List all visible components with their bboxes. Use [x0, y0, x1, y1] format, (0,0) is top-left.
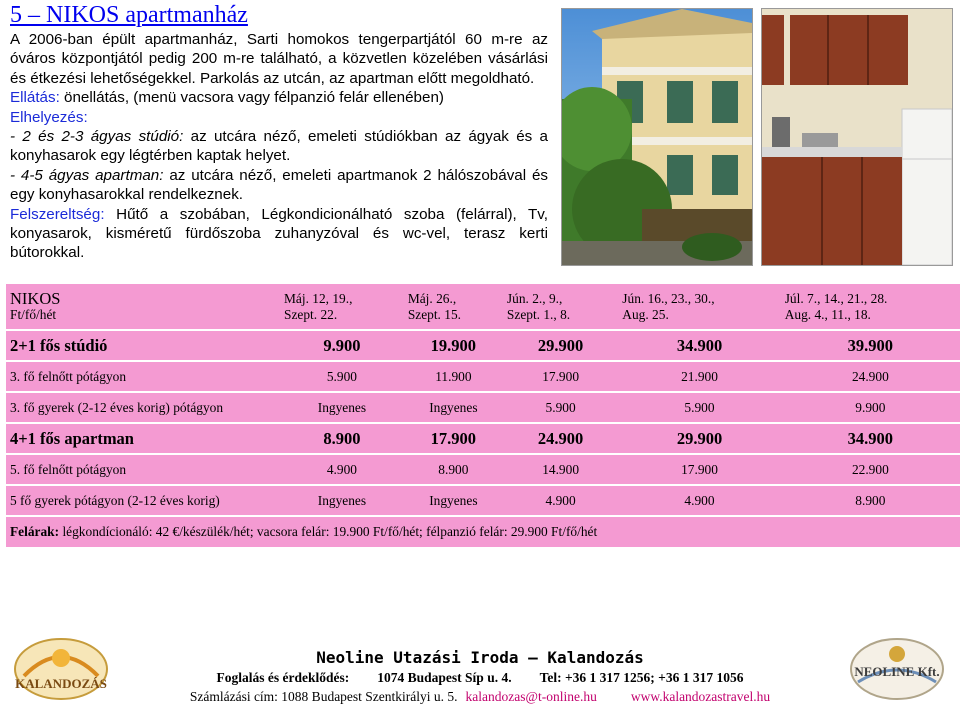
price-rows [6, 331, 960, 515]
ellatas-label: Ellátás: [10, 89, 60, 107]
price-cell: 24.900 [781, 362, 960, 391]
header-unit: Ft/fő/hét [10, 306, 57, 322]
apartment-line [10, 166, 548, 205]
period-line-2: Aug. 4., 11., 18. [784, 306, 871, 322]
price-cell: 5.900 [503, 393, 618, 422]
row-label: 3. fő felnőtt pótágyon [6, 362, 280, 391]
price-row [6, 455, 960, 484]
kitchen-photo [761, 8, 953, 266]
header-period [404, 284, 503, 329]
period-line-2: Aug. 25. [622, 306, 669, 322]
page-title: 5 – NIKOS apartmanház [10, 2, 248, 28]
billing-line [0, 689, 960, 705]
price-cell: 29.900 [618, 424, 780, 453]
period-line-2: Szept. 1., 8. [506, 306, 571, 322]
price-row [6, 486, 960, 515]
table-header-row [6, 284, 960, 329]
contact-line [0, 670, 960, 686]
price-cell: 4.900 [618, 486, 780, 515]
price-cell: Ingyenes [404, 393, 503, 422]
price-cell: Ingyenes [280, 486, 404, 515]
price-cell: 17.900 [618, 455, 780, 484]
price-cell: 21.900 [618, 362, 780, 391]
office-address: 1074 Budapest Síp u. 4. [377, 670, 512, 685]
price-cell: 9.900 [280, 331, 404, 360]
period-line-1: Máj. 12, 19., [284, 290, 353, 306]
surcharge-label: Felárak: [10, 524, 60, 539]
company-name: Neoline Utazási Iroda – Kalandozás [316, 648, 644, 667]
price-cell: 5.900 [280, 362, 404, 391]
intro-paragraph: A 2006-ban épült apartmanház, Sarti homokos tengerpartjától 60 m-re az óváros központjától pedig 200 m-re található, a közvetlen közelében vásárlási és étkezési lehetőségekkel. Parkolás az utcán, az apartman előtt megoldható. [10, 31, 548, 87]
price-cell: 8.900 [404, 455, 503, 484]
website-link[interactable]: www.kalandozastravel.hu [630, 689, 771, 704]
price-cell: 8.900 [280, 424, 404, 453]
studio-text: az utcára néző, emeleti stúdiókban az ágyak és a konyhasarok egy légtérben kaptak helyet. [10, 128, 548, 165]
ellatas-text: önellátás, (menü vacsora vagy félpanzió felár ellenében) [59, 89, 444, 107]
price-row [6, 393, 960, 422]
header-name: NIKOS [10, 288, 61, 308]
price-row [6, 362, 960, 391]
period-line-1: Júl. 7., 14., 21., 28. [784, 290, 888, 306]
left-logo-text: KALANDOZÁS [15, 676, 107, 691]
price-cell: 19.900 [404, 331, 503, 360]
price-cell: 8.900 [781, 486, 960, 515]
header-period [280, 284, 404, 329]
price-row [6, 424, 960, 453]
period-line-2: Szept. 15. [407, 306, 461, 322]
studio-label: - 2 és 2-3 ágyas stúdió: [10, 128, 184, 146]
price-cell: Ingyenes [404, 486, 503, 515]
period-line-1: Jún. 16., 23., 30., [622, 290, 715, 306]
price-cell: 14.900 [503, 455, 618, 484]
price-cell: 5.900 [618, 393, 780, 422]
right-logo-text: NEOLINE Kft. [854, 664, 940, 679]
apartment-label: - 4-5 ágyas apartman: [10, 166, 164, 184]
period-line-2: Szept. 22. [284, 306, 338, 322]
email-link[interactable]: kalandozas@t-online.hu [465, 689, 597, 704]
surcharge-cell [6, 517, 960, 547]
row-label: 5. fő felnőtt pótágyon [6, 455, 280, 484]
intro-text [10, 30, 548, 263]
price-cell: 24.900 [503, 424, 618, 453]
billing-address: Számlázási cím: 1088 Budapest Szentkirályi u. 5. [189, 689, 458, 704]
period-line-1: Jún. 2., 9., [506, 290, 563, 306]
surcharge-text: légkondícionáló: 42 €/készülék/hét; vacsora felár: 19.900 Ft/fő/hét; félpanzió felár: 29.900 Ft/fő/hét [59, 524, 598, 539]
price-cell: 34.900 [618, 331, 780, 360]
row-label: 5 fő gyerek pótágyon (2-12 éves korig) [6, 486, 280, 515]
header-name-cell [6, 284, 280, 329]
header-period [781, 284, 960, 329]
row-label: 2+1 fős stúdió [6, 331, 280, 360]
price-row [6, 331, 960, 360]
ellatas-line [10, 88, 548, 107]
price-cell: 34.900 [781, 424, 960, 453]
price-table [6, 282, 960, 549]
felszereltseg-line [10, 205, 548, 263]
building-photo [561, 8, 753, 266]
row-label: 4+1 fős apartman [6, 424, 280, 453]
price-cell: 4.900 [280, 455, 404, 484]
felszereltseg-label: Felszereltség: [10, 205, 105, 223]
felszereltseg-text: Hűtő a szobában, Légkondicionálható szoba (felárral), Tv, konyasarok, kisméretű fürdőszoba zuhanyzóval és wc-vel, terasz kerti bútorokkal. [10, 205, 548, 262]
apartment-text: az utcára néző, emeleti apartmanok 2 hálószobával és egy konyhasarokkal rendelkeznek. [10, 166, 549, 204]
elhelyezes-heading: Elhelyezés: [10, 108, 88, 126]
studio-line [10, 127, 548, 166]
price-cell: 17.900 [503, 362, 618, 391]
booking-label: Foglalás és érdeklődés: [216, 670, 350, 685]
price-cell: 9.900 [781, 393, 960, 422]
kitchen-photo-art [762, 9, 952, 265]
period-line-1: Máj. 26., [407, 290, 457, 306]
price-cell: 39.900 [781, 331, 960, 360]
building-photo-art [562, 9, 752, 265]
surcharge-row [6, 517, 960, 547]
price-cell: 22.900 [781, 455, 960, 484]
price-cell: Ingyenes [280, 393, 404, 422]
header-period [503, 284, 618, 329]
price-cell: 17.900 [404, 424, 503, 453]
phone-numbers: Tel: +36 1 317 1256; +36 1 317 1056 [539, 670, 744, 685]
price-cell: 4.900 [503, 486, 618, 515]
price-cell: 11.900 [404, 362, 503, 391]
row-label: 3. fő gyerek (2-12 éves korig) pótágyon [6, 393, 280, 422]
header-period [618, 284, 780, 329]
price-cell: 29.900 [503, 331, 618, 360]
